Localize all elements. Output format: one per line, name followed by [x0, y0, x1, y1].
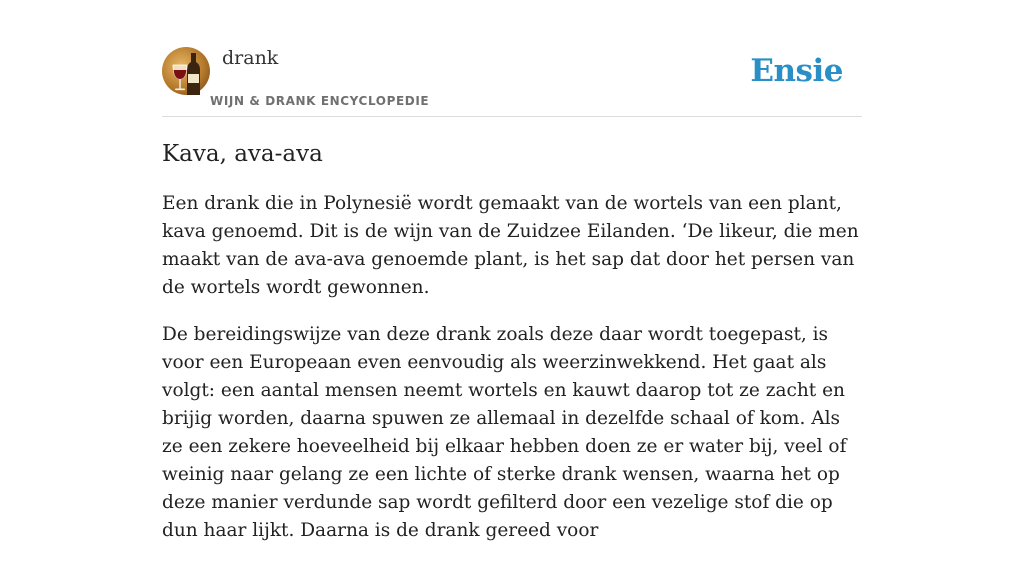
article-paragraph: De bereidingswijze van deze drank zoals deze daar wordt toegepast, is voor een Europeaan even eenvoudig als weerzinwekkend. Het gaat als volgt: een aantal mensen neemt wortels en kauwt daarop tot ze zacht en brijig worden, daarna spuwen ze allemaal in dezelfde schaal of kom. Als ze een zekere hoeveelheid bij elkaar hebben doen ze er water bij, veel of weinig naar gelang ze een lichte of sterke drank wensen, waarna het op deze manier verdunde sap wordt gefilterd door een vezelige stof die op dun haar lijkt. Daarna is de drank gereed voor: [162, 324, 847, 541]
brand-logo[interactable]: Ensie: [750, 53, 843, 89]
wine-glass-and-bottle-icon: [162, 47, 210, 95]
book-avatar[interactable]: [162, 47, 210, 95]
article-paragraph: Een drank die in Polynesië wordt gemaakt van de wortels van een plant, kava genoemd. Dit is de wijn van de Zuidzee Eilanden. ‘De likeur, die men maakt van de ava-ava genoemde plant, is het sap dat door het persen van de wortels wordt gewonnen.: [162, 193, 859, 298]
book-subtitle[interactable]: WIJN & DRANK ENCYCLOPEDIE: [210, 94, 430, 108]
header: [162, 46, 862, 117]
article-title: Kava, ava-ava: [162, 141, 323, 167]
article: [162, 138, 862, 564]
book-title[interactable]: drank: [222, 47, 279, 69]
